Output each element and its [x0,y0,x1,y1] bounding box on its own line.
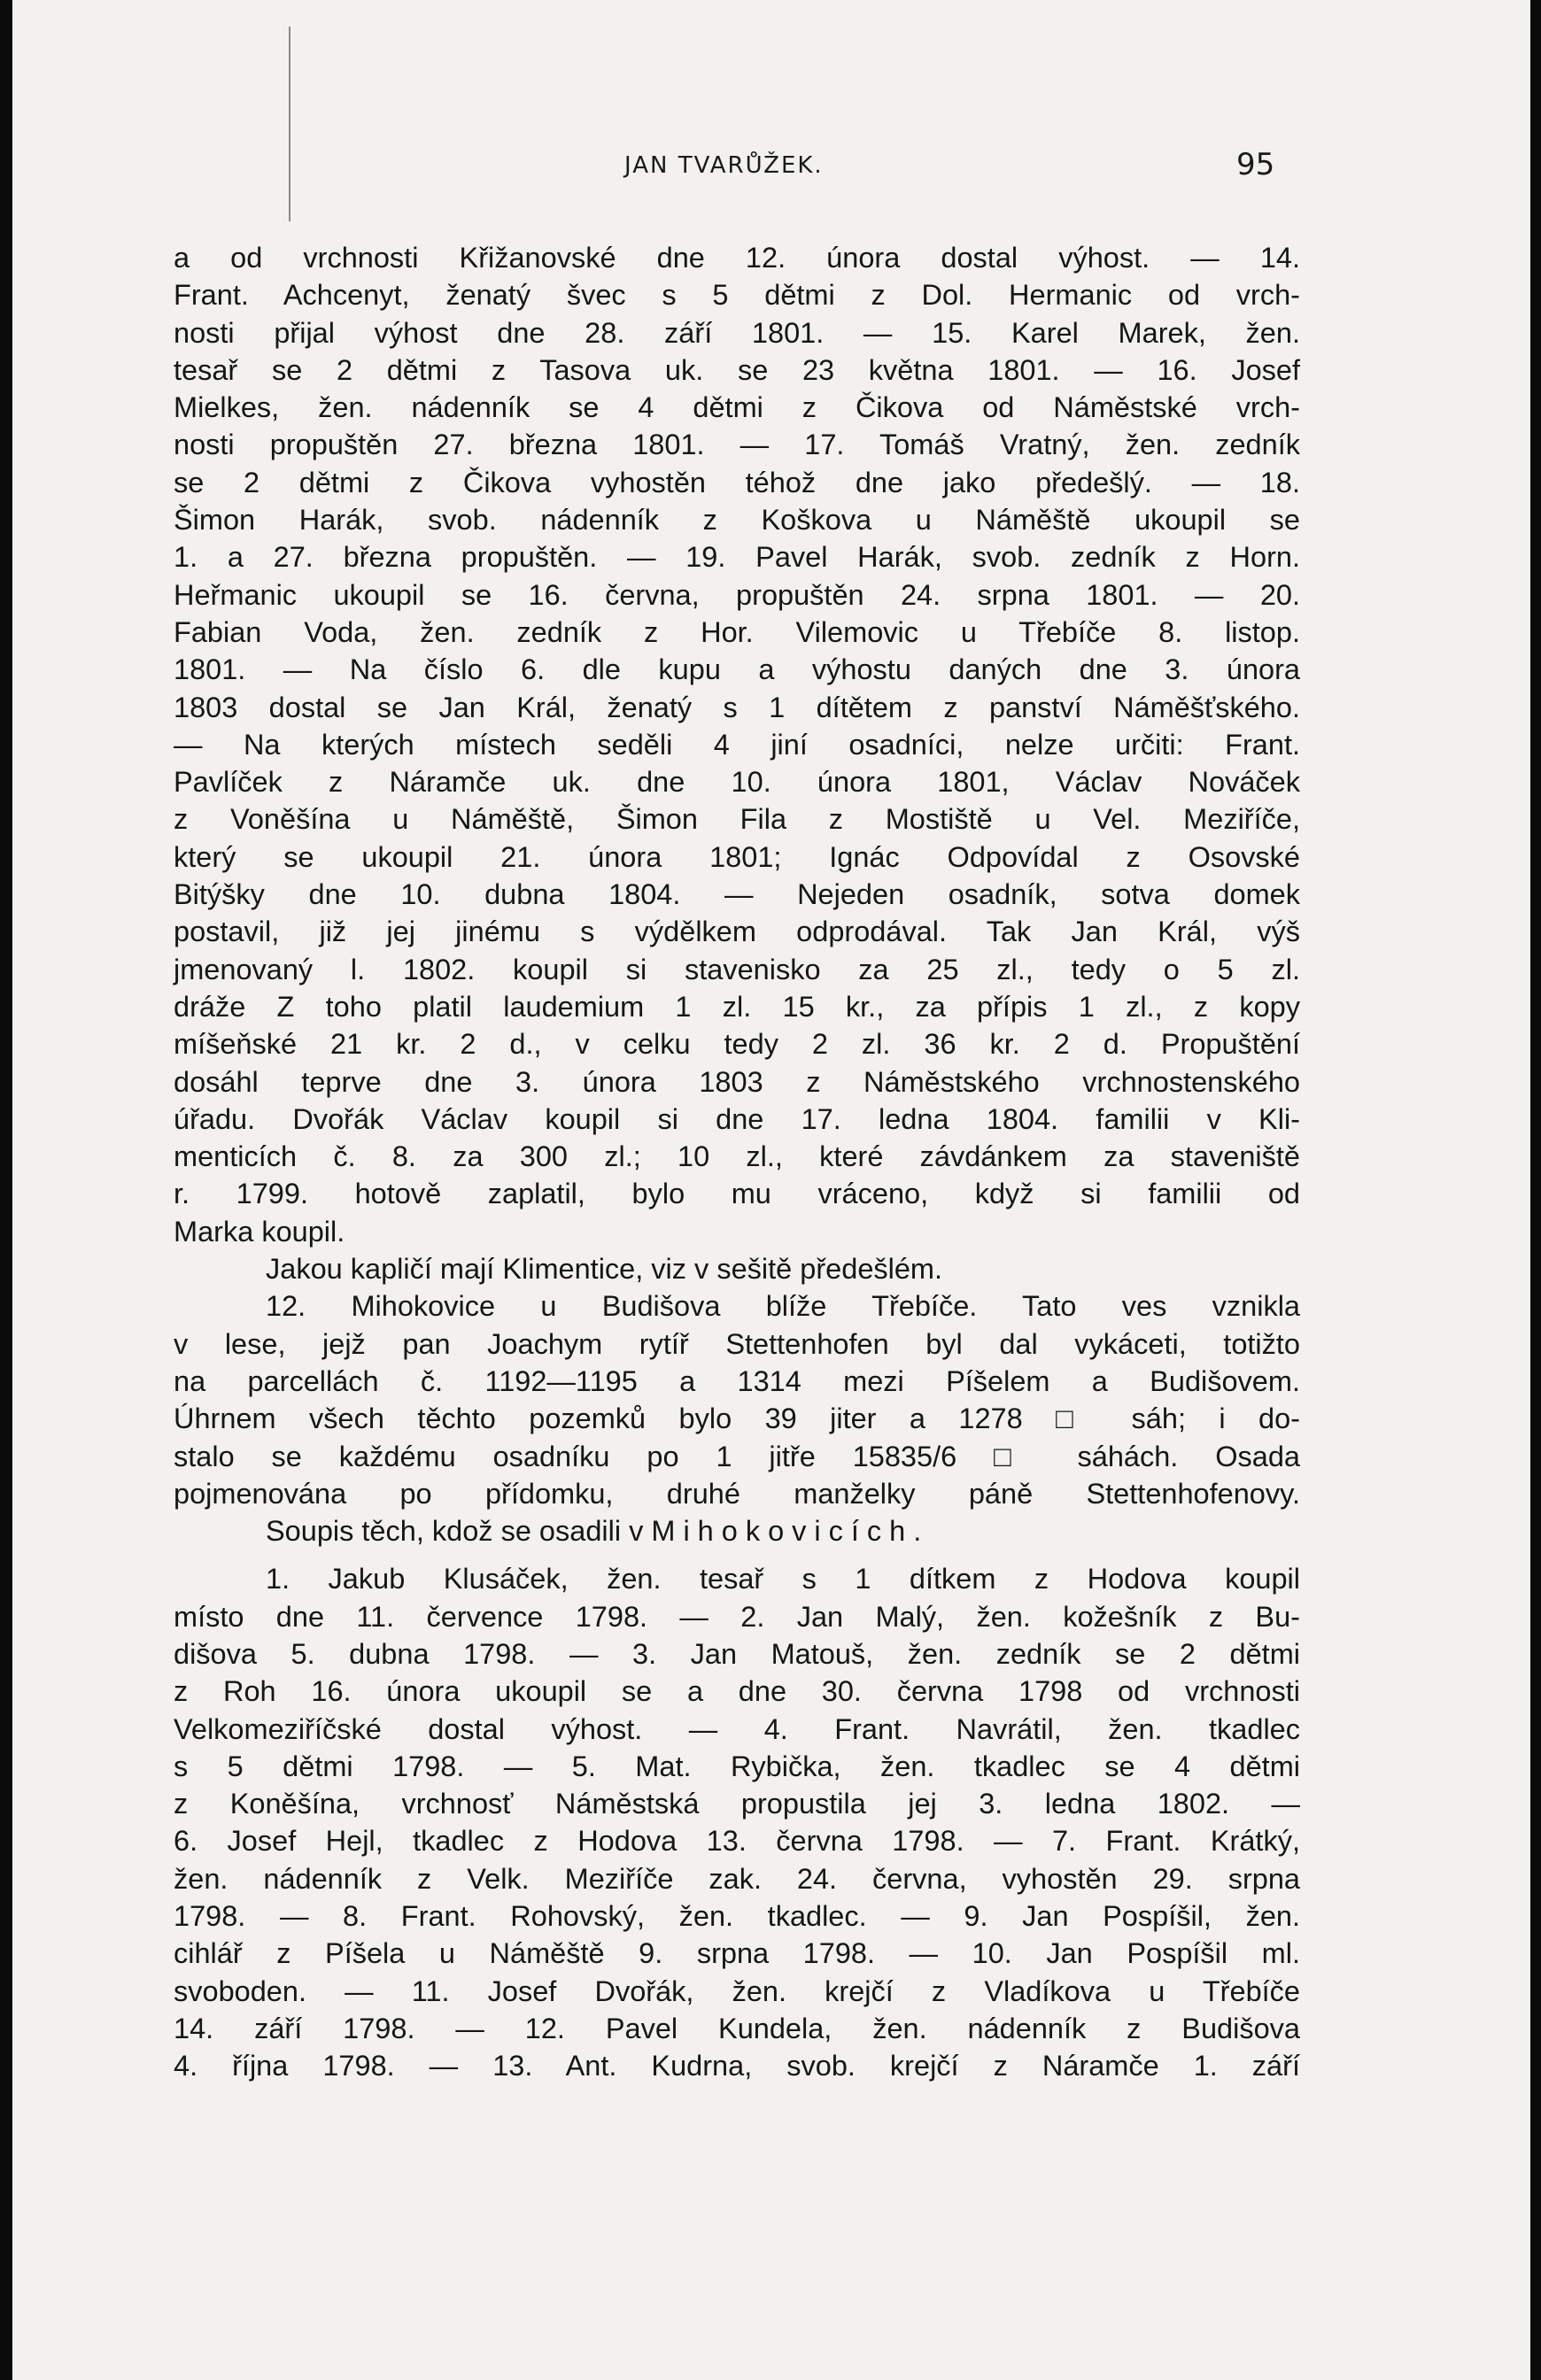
text-line: dráže Z toho platil laudemium 1 zl. 15 kr., za přípis 1 zl., z kopy [174,990,1300,1023]
text-line: Jakou kapličí mají Klimentice, viz v sešitě předešlém. [266,1253,943,1286]
text-line: místo dne 11. července 1798. — 2. Jan Malý, žen. kožešník z Bu- [174,1600,1300,1633]
text-line: 14. září 1798. — 12. Pavel Kundela, žen. nádenník z Budišova [174,2012,1300,2044]
text-line: Marka koupil. [174,1215,345,1248]
text-line: Úhrnem všech těchto pozemků bylo 39 jiter a 1278 □ sáh; i do- [174,1402,1300,1435]
spacer [174,1549,1300,1560]
text-line: z Roh 16. února ukoupil se a dne 30. června 1798 od vrchnosti [174,1675,1300,1708]
body-text [174,239,1300,2085]
text-line: 1. Jakub Klusáček, žen. tesař s 1 dítkem z Hodova koupil [266,1563,1300,1596]
text-line: dosáhl teprve dne 3. února 1803 z Náměstského vrchnostenského [174,1065,1300,1098]
text-line: Bitýšky dne 10. dubna 1804. — Nejeden osadník, sotva domek [174,878,1300,911]
text-line: žen. nádenník z Velk. Meziříče zak. 24. června, vyhostěn 29. srpna [174,1862,1300,1895]
list-heading [174,1512,1300,1549]
text-line: Fabian Voda, žen. zedník z Hor. Vilemovic u Třebíče 8. listop. [174,615,1300,648]
text-line: se 2 dětmi z Čikova vyhostěn téhož dne jako předešlý. — 18. [174,466,1300,498]
text-line: r. 1799. hotově zaplatil, bylo mu vráceno, když si familii od [174,1178,1300,1210]
text-line: Mielkes, žen. nádenník se 4 dětmi z Čikova od Náměstské vrch- [174,391,1300,424]
text-line: stalo se každému osadníku po 1 jitře 15835/6 □ sáhách. Osada [174,1440,1300,1472]
text-line: z Voněšína u Náměště, Šimon Fila z Mostiště u Vel. Meziříče, [174,803,1300,836]
text-line: Velkomeziříčské dostal výhost. — 4. Frant. Navrátil, žen. tkadlec [174,1712,1300,1745]
text-line: nosti propuštěn 27. března 1801. — 17. Tomáš Vratný, žen. zedník [174,429,1300,461]
text-line: nosti přijal výhost dne 28. září 1801. — 15. Karel Marek, žen. [174,316,1300,349]
list-heading-place: Mihokovicích. [651,1515,930,1548]
text-line: úřadu. Dvořák Václav koupil si dne 17. ledna 1804. familii v Kli- [174,1102,1300,1135]
text-line: jmenovaný l. 1802. koupil si stavenisko za 25 zl., tedy o 5 zl. [174,953,1300,985]
text-line: Pavlíček z Náramče uk. dne 10. února 1801, Václav Nováček [174,766,1300,799]
list-heading-text: Soupis těch, kdož se osadili v [266,1515,644,1548]
text-line: pojmenována po přídomku, druhé manželky páně Stettenhofenovy. [174,1477,1300,1510]
text-line: postavil, již jej jinému s výdělkem odprodával. Tak Jan Král, výš [174,916,1300,948]
text-line: cihlář z Píšela u Náměště 9. srpna 1798. — 10. Jan Pospíšil ml. [174,1937,1300,1970]
text-line: 1798. — 8. Frant. Rohovský, žen. tkadlec. — 9. Jan Pospíšil, žen. [174,1900,1300,1933]
text-line: 1. a 27. března propuštěn. — 19. Pavel Harák, svob. zedník z Horn. [174,541,1300,574]
text-line: — Na kterých místech seděli 4 jiní osadníci, nelze určiti: Frant. [174,728,1300,761]
running-head: JAN TVARŮŽEK. [624,152,824,179]
text-line: Šimon Harák, svob. nádenník z Koškova u Náměště ukoupil se [174,504,1300,537]
scan-border-right [1530,0,1541,2380]
text-line: tesař se 2 dětmi z Tasova uk. se 23 května 1801. — 16. Josef [174,353,1300,386]
text-line: 1803 dostal se Jan Král, ženatý s 1 dítětem z panství Náměšťského. [174,691,1300,723]
text-line: dišova 5. dubna 1798. — 3. Jan Matouš, žen. zedník se 2 dětmi [174,1637,1300,1670]
text-line: který se ukoupil 21. února 1801; Ignác Odpovídal z Osovské [174,840,1300,873]
text-line: 1801. — Na číslo 6. dle kupu a výhostu daných dne 3. února [174,653,1300,686]
text-line: svoboden. — 11. Josef Dvořák, žen. krejčí z Vladíkova u Třebíče [174,1974,1300,2007]
text-line: a od vrchnosti Křižanovské dne 12. února dostal výhost. — 14. [174,242,1300,274]
section-heading-line: 12. Mihokovice u Budišova blíže Třebíče. Tato ves vznikla [266,1290,1300,1323]
text-line: Heřmanic ukoupil se 16. června, propuštěn 24. srpna 1801. — 20. [174,578,1300,611]
page-header [177,140,1293,193]
scan-border-left [0,0,12,2380]
text-line: Frant. Achcenyt, ženatý švec s 5 dětmi z Dol. Hermanic od vrch- [174,279,1300,312]
text-line: v lese, jejž pan Joachym rytíř Stettenhofen byl dal vykáceti, totižto [174,1327,1300,1360]
text-line: na parcellách č. 1192—1195 a 1314 mezi Píšelem a Budišovem. [174,1364,1300,1397]
text-line: menticích č. 8. za 300 zl.; 10 zl., které závdánkem za staveniště [174,1140,1300,1173]
text-line: s 5 dětmi 1798. — 5. Mat. Rybička, žen. tkadlec se 4 dětmi [174,1750,1300,1782]
text-line: 4. října 1798. — 13. Ant. Kudrna, svob. krejčí z Náramče 1. září [174,2050,1300,2082]
text-line: 6. Josef Hejl, tkadlec z Hodova 13. června 1798. — 7. Frant. Krátký, [174,1825,1300,1858]
text-line: míšeňské 21 kr. 2 d., v celku tedy 2 zl. 36 kr. 2 d. Propuštění [174,1028,1300,1061]
page-number: 95 [1236,147,1275,182]
text-line: z Koněšína, vrchnosť Náměstská propustila jej 3. ledna 1802. — [174,1788,1300,1820]
